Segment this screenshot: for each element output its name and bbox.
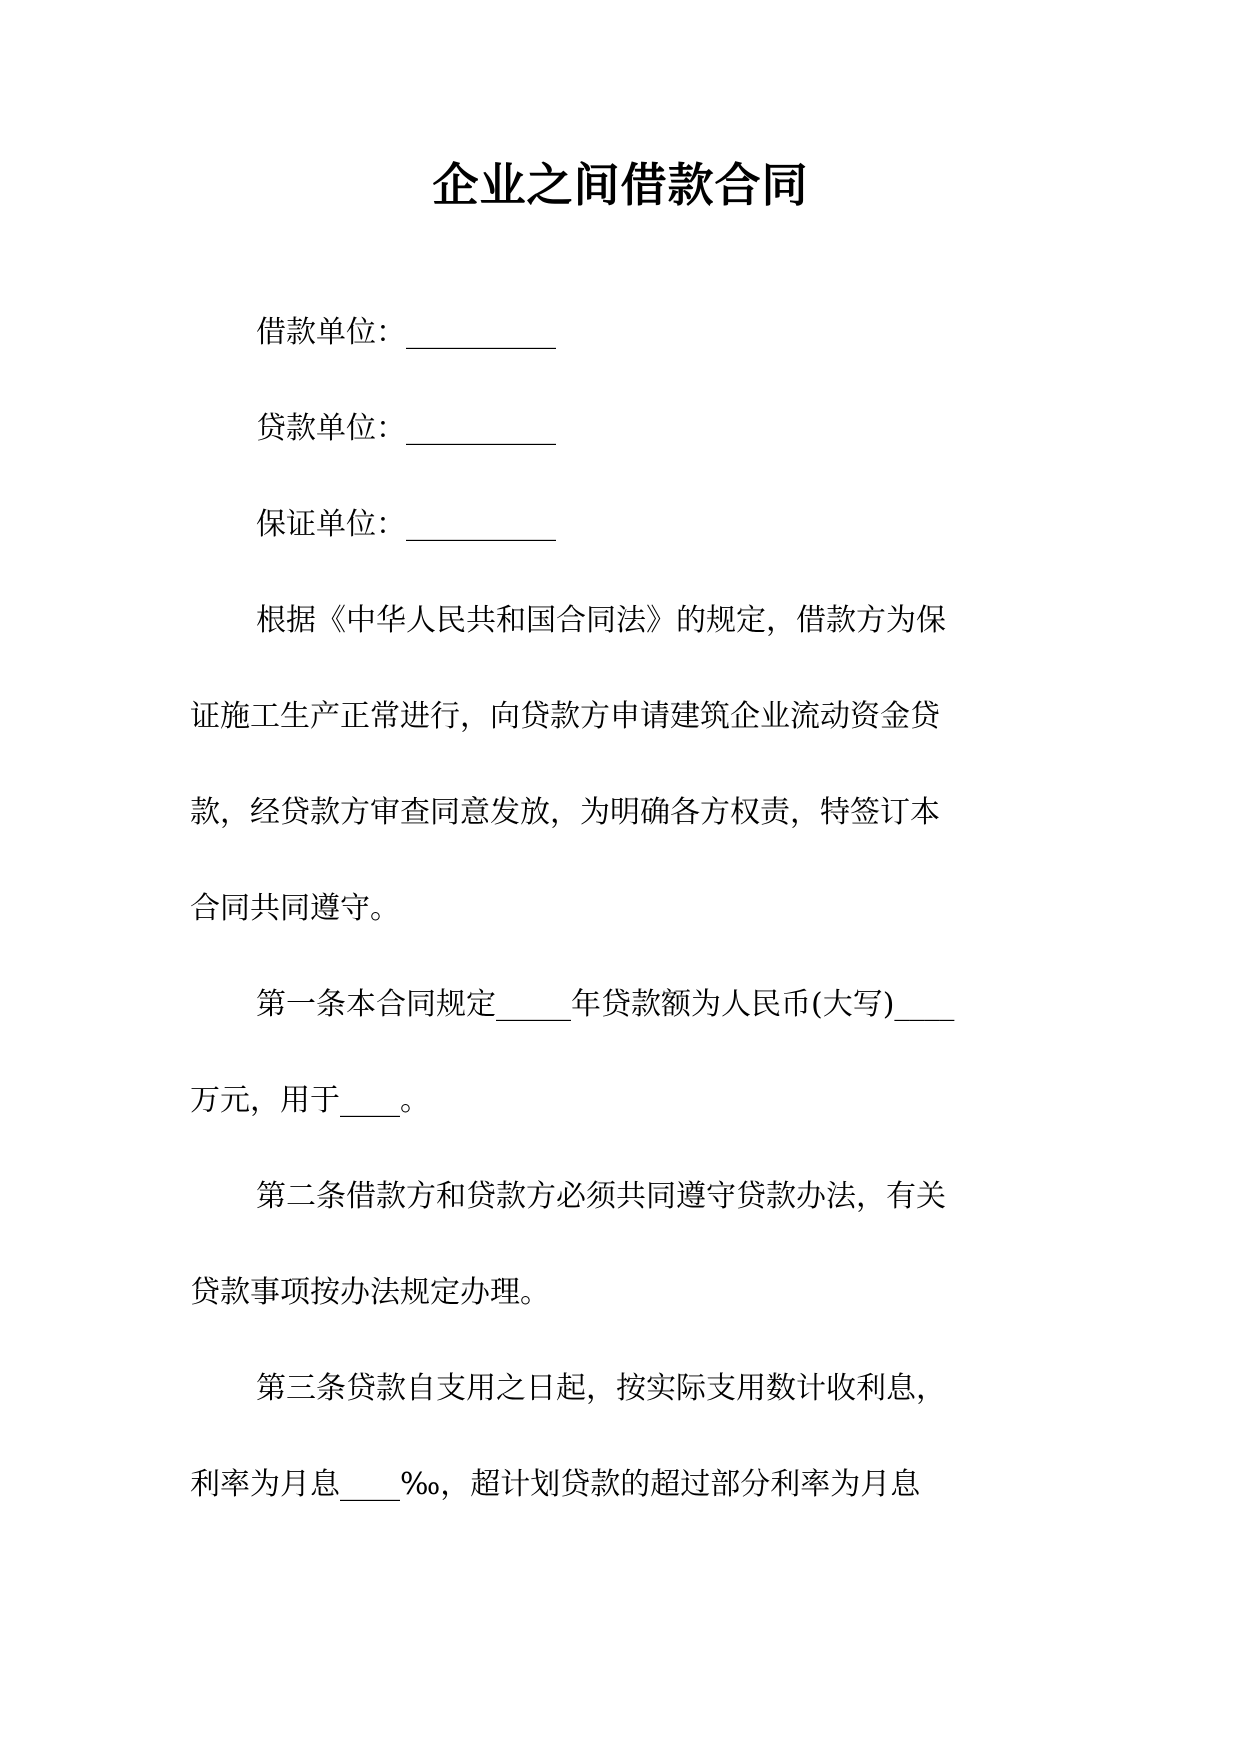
article-2-line-1: 第二条借款方和贷款方必须共同遵守贷款办法，有关 (256, 1179, 946, 1214)
lender-unit-line: 贷款单位：__________ (256, 411, 556, 446)
preamble-line-4: 合同共同遵守。 (190, 891, 400, 926)
preamble-line-1: 根据《中华人民共和国合同法》的规定，借款方为保 (256, 603, 946, 638)
preamble-line-3: 款，经贷款方审查同意发放，为明确各方权责，特签订本 (190, 795, 940, 830)
article-2-line-2: 贷款事项按办法规定办理。 (190, 1275, 550, 1310)
borrower-unit-line: 借款单位：__________ (256, 315, 556, 350)
article-3-line-2: 利率为月息____‰，超计划贷款的超过部分利率为月息 (190, 1467, 921, 1502)
article-1-line-1: 第一条本合同规定_____年贷款额为人民币(大写)____ (256, 987, 955, 1022)
article-3-line-1: 第三条贷款自支用之日起，按实际支用数计收利息， (256, 1371, 946, 1406)
document-title: 企业之间借款合同 (432, 158, 809, 212)
article-1-line-2: 万元，用于____。 (190, 1083, 430, 1118)
preamble-line-2: 证施工生产正常进行，向贷款方申请建筑企业流动资金贷 (190, 699, 940, 734)
guarantor-unit-line: 保证单位：__________ (256, 507, 556, 542)
